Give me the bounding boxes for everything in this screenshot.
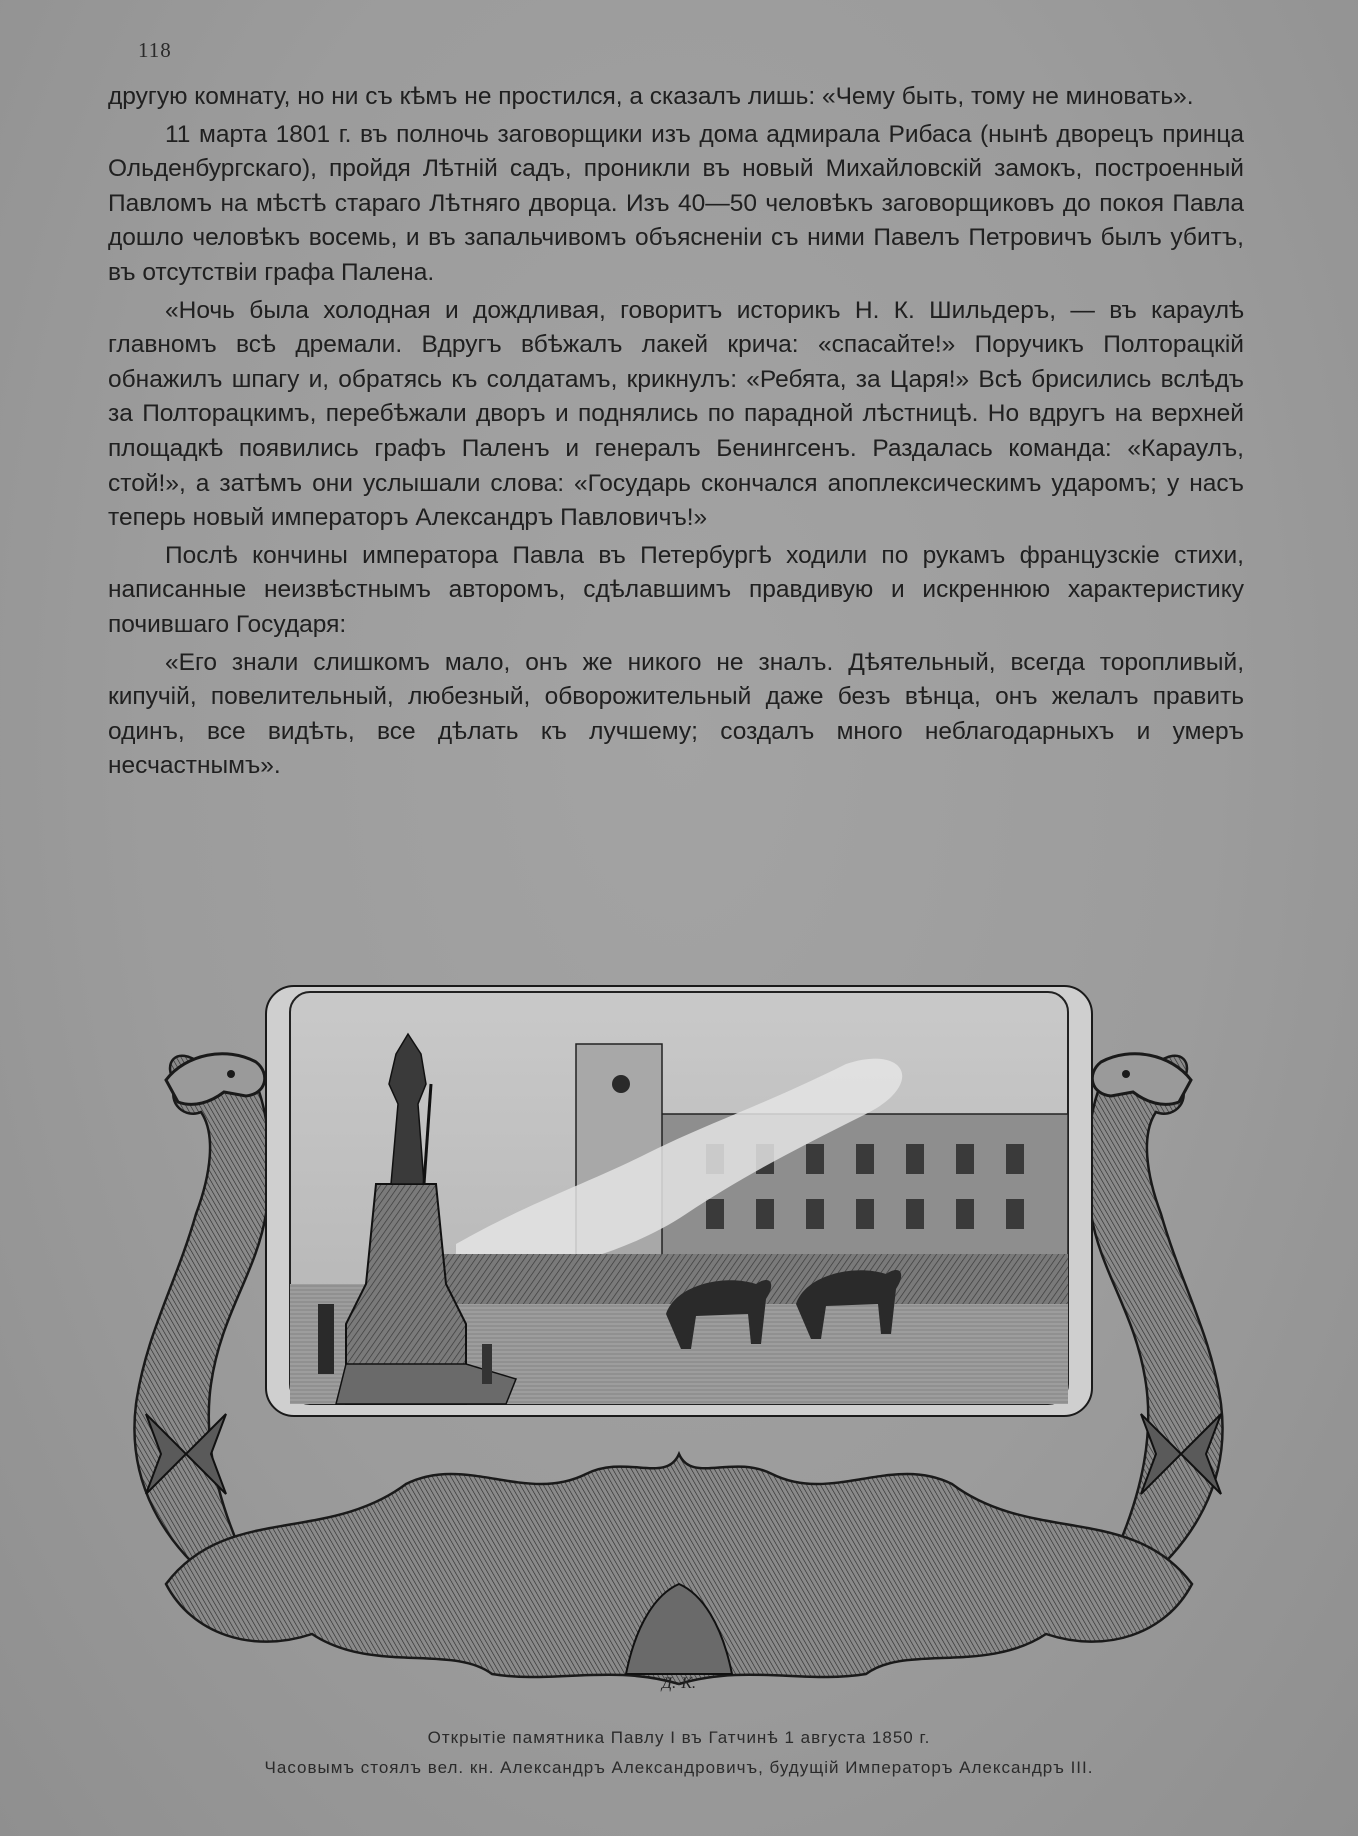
right-griffin-ornament xyxy=(1087,1054,1222,1584)
left-griffin-ornament xyxy=(134,1054,269,1584)
paragraph-4: Послѣ кончины императора Павла въ Петербургѣ ходили по рукамъ французскіе стихи, написанные неизвѣстнымъ авторомъ, сдѣлавшимъ правдивую и искреннюю характеристику почившаго Государя: xyxy=(108,541,1244,638)
paragraph-5: «Его знали слишкомъ мало, онъ же никого не зналъ. Дѣятельный, всегда торопливый, кипучій, повелительный, любезный, обворожительный даже безъ вѣнца, онъ желалъ править одинъ, все видѣть, все дѣлать къ лучшему; создалъ много неблагодарныхъ и умеръ несчастнымъ». xyxy=(108,648,1244,780)
caption-line-1: Открытіе памятника Павлу I въ Гатчинѣ 1 августа 1850 г. xyxy=(427,1728,931,1747)
engraving-picture xyxy=(266,986,1092,1416)
illustration-signature: Д.-К. xyxy=(661,1675,697,1692)
caption-line-2: Часовымъ стоялъ вел. кн. Александръ Александровичъ, будущій Императоръ Александръ III. xyxy=(264,1758,1094,1777)
paragraph-1: другую комнату, но ни съ кѣмъ не простился, а сказалъ лишь: «Чему быть, тому не миновать». xyxy=(108,83,1194,110)
page-number: 118 xyxy=(138,38,172,62)
engraving-figure xyxy=(106,984,1252,1694)
body-text xyxy=(108,80,1244,787)
paragraph-3: «Ночь была холодная и дождливая, говоритъ историкъ Н. К. Шильдеръ, — въ караулѣ главномъ всѣ дремали. Вдругъ вбѣжалъ лакей крича: «спасайте!» Поручикъ Полторацкій обнажилъ шпагу и, обратясь къ солдатамъ, крикнулъ: «Ребята, за Царя!» Всѣ брисились вслѣдъ за Полторацкимъ, перебѣжали дворъ и поднялись по парадной лѣстницѣ. Но вдругъ на верхней площадкѣ появились графъ Паленъ и генералъ Бенингсенъ. Раздалась команда: «Караулъ, стой!», а затѣмъ они услышали слова: «Государь скончался апоплексическимъ ударомъ; у насъ теперь новый императоръ Александръ Павловичъ!» xyxy=(108,296,1244,532)
paragraph-2: 11 марта 1801 г. въ полночь заговорщики изъ дома адмирала Рибаса (нынѣ дворецъ принца Ольденбургскаго), пройдя Лѣтній садъ, проникли въ новый Михайловскій замокъ, построенный Павломъ на мѣстѣ стараго Лѣтняго дворца. Изъ 40—50 человѣкъ заговорщиковъ до покоя Павла дошло человѣкъ восемь, и въ запальчивомъ объясненіи съ ними Павелъ Петровичъ былъ убитъ, въ отсутствіи графа Палена. xyxy=(108,120,1244,286)
bottom-acanthus-ornament xyxy=(166,1454,1192,1684)
monument-engraving xyxy=(106,984,1252,1694)
